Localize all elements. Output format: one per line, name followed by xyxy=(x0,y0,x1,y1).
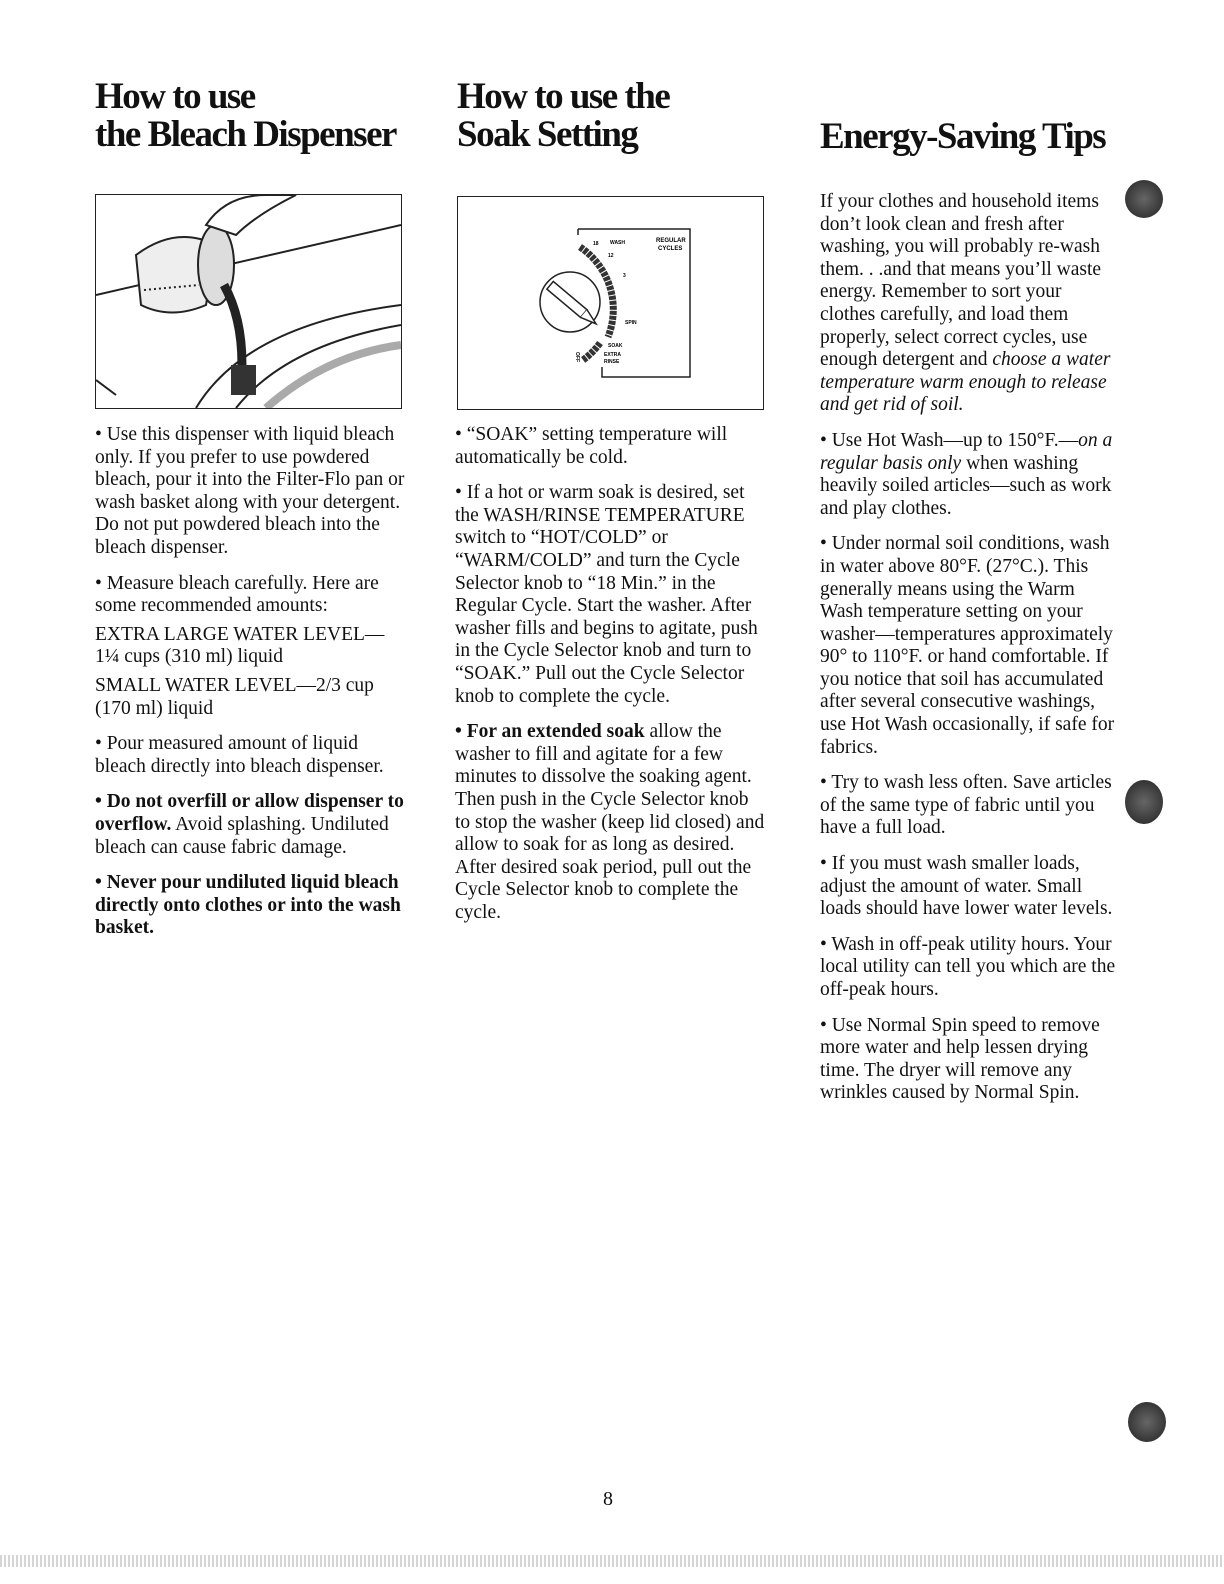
bleach-pouring-illustration xyxy=(95,194,402,409)
energy-intro: If your clothes and household items don’t look clean and fresh after washing, you will probably re-wash them. . .and that means you’ll waste energy. Remember to sort your clothes carefully, and load them properly, select correct cycles, use enough detergent and choose a water temperature warm enough to release and get rid of soil. xyxy=(820,191,1111,416)
heading-line: the Bleach Dispenser xyxy=(95,114,396,155)
energy-tip: • Wash in off-peak utility hours. Your local utility can tell you which are the off-peak hours. xyxy=(820,933,1116,1000)
energy-tip: • Under normal soil conditions, wash in water above 80°F. (27°C.). This generally means using the Warm Wash temperature setting on your washer—temperatures approximately 90° to 110°F. or hand comfortable. If you notice that soil has accumulated after several consecutive washings, use Hot Wash occasionally, if safe for fabrics. xyxy=(820,533,1115,758)
dial-label-3: 3 xyxy=(623,273,626,279)
bleach-paragraph: • Use this dispenser with liquid bleach only. If you prefer to use powdered bleach, pour it into the Filter-Flo pan or wash basket along with your detergent. Do not put powdered bleach into the bleach dispenser. xyxy=(95,424,405,558)
energy-tip: • Try to wash less often. Save articles of the same type of fabric until you have a full load. xyxy=(820,772,1112,839)
dial-label-rinse: RINSE xyxy=(604,359,620,365)
bleach-heading xyxy=(95,78,396,154)
dial-label-soak: SOAK xyxy=(608,343,623,349)
energy-tip: • Use Normal Spin speed to remove more water and help lessen drying time. The dryer will remove any wrinkles caused by Normal Spin. xyxy=(820,1014,1100,1104)
cycle-dial-illustration xyxy=(457,196,764,410)
dial-label-cycles: CYCLES xyxy=(658,246,683,252)
energy-tip: • Use Hot Wash—up to 150°F.—on a regular basis only when washing heavily soiled articles—such as work and play clothes. xyxy=(820,429,1113,519)
never-pour-warning: • Never pour undiluted liquid bleach directly onto clothes or into the wash basket. xyxy=(95,872,401,939)
scan-edge-artifact xyxy=(0,1555,1224,1567)
dial-label-12: 12 xyxy=(608,253,614,259)
binder-hole-mark xyxy=(1125,780,1163,824)
dial-label-spin: SPIN xyxy=(625,320,637,326)
energy-tip: • If you must wash smaller loads, adjust the amount of water. Small loads should have lower water levels. xyxy=(820,853,1113,920)
amount-extra-large: EXTRA LARGE WATER LEVEL—1¼ cups (310 ml) liquid xyxy=(95,623,385,668)
bleach-paragraph: • Pour measured amount of liquid bleach directly into bleach dispenser. xyxy=(95,733,384,777)
dial-label-wash: WASH xyxy=(610,240,625,246)
heading-line: Soak Setting xyxy=(457,114,638,155)
soak-paragraph: • For an extended soak allow the washer to fill and agitate for a few minutes to dissolve the soaking agent. Then push in the Cycle Selector knob to stop the washer (keep lid closed) and allow to soak for as long as desired. After desired soak period, pull out the Cycle Selector knob to complete the cycle. xyxy=(455,721,765,923)
energy-heading: Energy-Saving Tips xyxy=(820,116,1106,157)
soak-body xyxy=(455,424,765,937)
overfill-warning: • Do not overfill or allow dispenser to overflow. Avoid splashing. Undiluted bleach can cause fabric damage. xyxy=(95,791,404,858)
soak-heading xyxy=(457,78,669,154)
amount-small: SMALL WATER LEVEL—2/3 cup (170 ml) liquid xyxy=(95,674,374,719)
soak-paragraph: • “SOAK” setting temperature will automatically be cold. xyxy=(455,424,728,468)
soak-paragraph: • If a hot or warm soak is desired, set the WASH/RINSE TEMPERATURE switch to “HOT/COLD” or “WARM/COLD” and turn the Cycle Selector knob to “18 Min.” in the Regular Cycle. Start the washer. After washer fills and begins to agitate, push in the Cycle Selector knob and turn to “SOAK.” Pull out the Cycle Selector knob to complete the cycle. xyxy=(455,482,758,707)
bleach-paragraph: • Measure bleach carefully. Here are some recommended amounts: xyxy=(95,572,379,617)
dial-label-off: OFF xyxy=(574,352,580,362)
heading-line: How to use the xyxy=(457,76,670,117)
dial-label-regular: REGULAR xyxy=(656,238,686,244)
bleach-body xyxy=(95,424,405,953)
heading-line: How to use xyxy=(95,76,255,117)
binder-hole-mark xyxy=(1128,1402,1166,1442)
page-number: 8 xyxy=(603,1488,613,1510)
binder-hole-mark xyxy=(1125,180,1163,218)
energy-body xyxy=(820,191,1120,1118)
dial-label-18: 18 xyxy=(593,241,599,247)
dial-label-extra: EXTRA xyxy=(604,352,621,358)
